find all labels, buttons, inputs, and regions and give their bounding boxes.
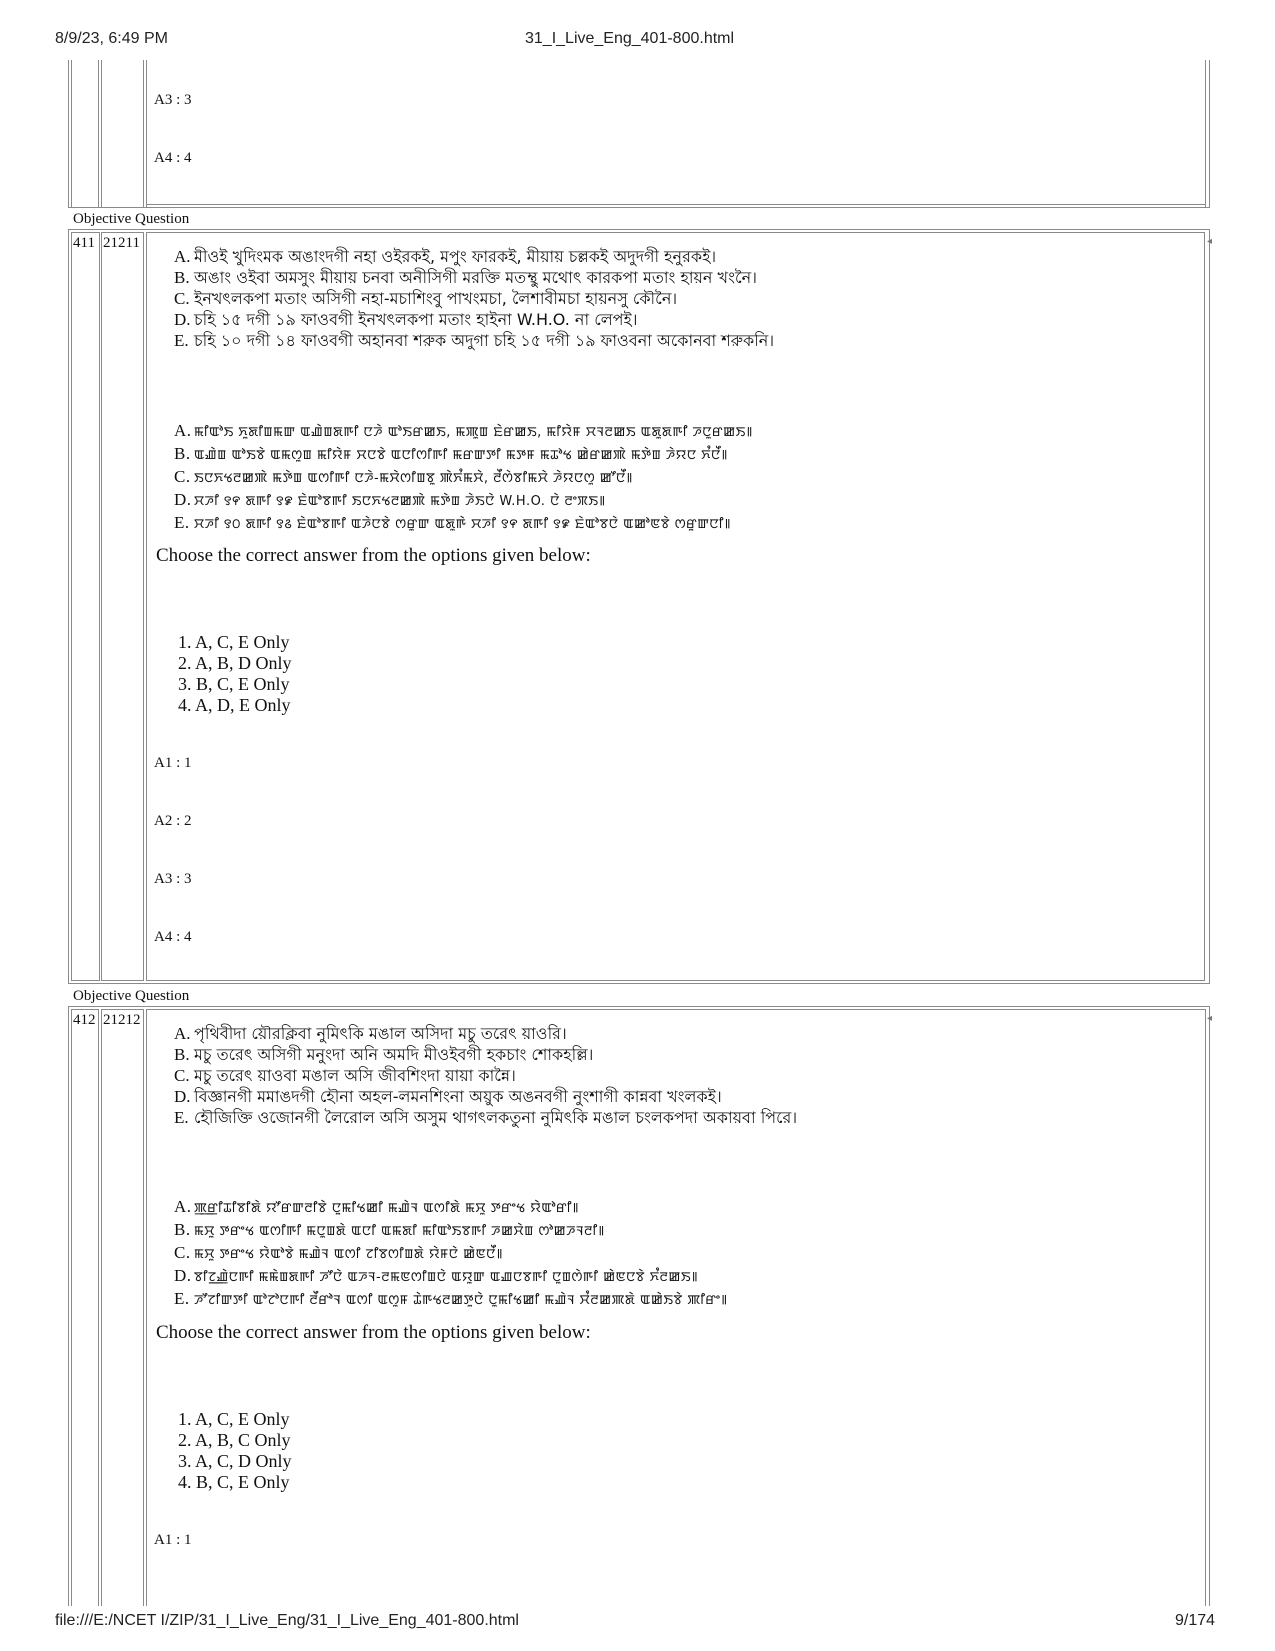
statement: A. পৃথিবীদা য়ৌরক্লিবা নুমিৎকি মঙাল অসিদা মচু তরেৎ য়াওরি। [174, 1024, 567, 1043]
answer-option: A1 : 1 [154, 1532, 192, 1548]
page-number: 9/174 [1175, 1612, 1216, 1629]
statement: D. ꯕꯤꯖ꯭ꯉꯥꯅꯒꯤ ꯃꯃꯥꯡꯗꯒꯤ ꯍꯧꯅꯥ ꯑꯍꯜ-ꯂꯃꯟꯁꯤꯡꯅꯥ ꯑꯌꯨꯛ ꯑꯉꯅꯕꯒꯤ ꯅꯨꯡꯁꯥꯒꯤ ꯀꯥꯟꯅꯕꯥ ꯈꯪꯂꯀꯏ꯫ [174, 1266, 699, 1285]
statement: D. বিজ্ঞানগী মমাঙদগী হৌনা অহল-লমনশিংনা অয়ুক অঙনবগী নুংশাগী কান্নবা খংলকই। [174, 1087, 722, 1106]
answer-option: A3 : 3 [154, 92, 192, 108]
option-item: 2. A, B, C Only [178, 1430, 291, 1450]
statements-bengali [174, 246, 774, 351]
statement: B. মচু তরেৎ অসিগী মনুংদা অনি অমদি মীওইবগী হকচাং শোকহল্লি। [174, 1045, 594, 1064]
statement: B. ꯃꯆꯨ ꯇꯔꯦꯠ ꯑꯁꯤꯒꯤ ꯃꯅꯨꯡꯗꯥ ꯑꯅꯤ ꯑꯃꯗꯤ ꯃꯤꯑꯣꯏꯕꯒꯤ ꯍꯀꯆꯥꯡ ꯁꯣꯀꯍꯜꯂꯤ꯫ [174, 1220, 605, 1239]
option-item: 1. A, C, E Only [178, 1409, 290, 1429]
option-item: 4. B, C, E Only [178, 1472, 290, 1492]
statement: A. ꯄ꯭ꯔꯤꯊꯤꯕꯤꯗꯥ ꯌꯧꯔꯛꯂꯤꯕꯥ ꯅꯨꯃꯤꯠꯀꯤ ꯃꯉꯥꯜ ꯑꯁꯤꯗꯥ ꯃꯆꯨ ꯇꯔꯦꯠ ꯌꯥꯑꯣꯔꯤ꯫ [174, 1197, 579, 1216]
answer-option: A1 : 1 [154, 755, 192, 771]
question-id: 21211 [103, 235, 140, 251]
statement: C. মচু তরেৎ য়াওবা মঙাল অসি জীবশিংদা য়ায়া কান্নৈ। [174, 1066, 516, 1085]
answer-option: A4 : 4 [154, 929, 192, 945]
option-item: 3. B, C, E Only [178, 674, 290, 694]
statement: E. চহি ১০ দগী ১৪ ফাওবগী অহানবা শরুক অদুগা চহি ১৫ দগী ১৯ ফাওবনা অকোনবা শরুকনি। [174, 331, 775, 350]
statement: C. ইনখৎলকপা মতাং অসিগী নহা-মচাশিংবু পাখংমচা, লৈশাবীমচা হায়নসু কৌনৈ। [174, 289, 678, 308]
options-list [178, 632, 292, 716]
instruction-text: Choose the correct answer from the options given below: [156, 1322, 591, 1343]
statement: D. চহি ১৫ দগী ১৯ ফাওবগী ইনখৎলকপা মতাং হাইনা W.H.O. না লেপই। [174, 310, 638, 329]
option-item: 2. A, B, D Only [178, 653, 292, 673]
option-item: 3. A, C, D Only [178, 1451, 292, 1471]
statement: E. ꯆꯍꯤ ꯱꯰ ꯗꯒꯤ ꯱꯴ ꯐꯥꯑꯣꯕꯒꯤ ꯑꯍꯥꯅꯕꯥ ꯁꯔꯨꯛ ꯑꯗꯨꯒꯥ ꯆꯍꯤ ꯱꯵ ꯗꯒꯤ ꯱꯹ ꯐꯥꯑꯣꯕꯅꯥ ꯑꯀꯣꯟꯕꯥ ꯁꯔꯨꯛꯅꯤ꯫ [174, 513, 731, 532]
statement: C. ꯏꯅꯈꯠꯂꯀꯄꯥ ꯃꯇꯥꯡ ꯑꯁꯤꯒꯤ ꯅꯍꯥ-ꯃꯆꯥꯁꯤꯡꯕꯨ ꯄꯥꯈꯪꯃꯆꯥ, ꯂꯩꯁꯥꯕꯤꯃꯆꯥ ꯍꯥꯌꯅꯁꯨ ꯀꯧꯅꯩ꯫ [174, 467, 633, 486]
statement: A. মীওই খুদিংমক অঙাংদগী নহা ওইরকই, মপুং ফারকই, মীয়ায় চল্লকই অদুদগী হনুরকই। [174, 247, 717, 266]
statements-meetei-mayek [174, 1196, 728, 1311]
statement: B. অঙাং ওইবা অমসুং মীয়ায় চনবা অনীসিগী মরক্তি মতম্থু মথোৎ কারকপা মতাং হায়ন খংনৈ। [174, 268, 757, 287]
option-item: 1. A, C, E Only [178, 632, 290, 652]
statement: E. হৌজিক্তি ওজোনগী লৈরোল অসি অসুম থাগৎলকতুনা নুমিৎকি মঙাল চংলকপদা অকায়বা পিরে। [174, 1108, 798, 1127]
statement: E. ꯍꯧꯖꯤꯛꯇꯤ ꯑꯣꯖꯣꯅꯒꯤ ꯂꯩꯔꯣꯜ ꯑꯁꯤ ꯑꯁꯨꯝ ꯊꯥꯒꯠꯂꯀꯇꯨꯅꯥ ꯅꯨꯃꯤꯠꯀꯤ ꯃꯉꯥꯜ ꯆꯪꯂꯀꯄꯗꯥ ꯑꯀꯥꯏꯕꯥ ꯄꯤꯔꯦ꯫ [174, 1289, 728, 1308]
answer-option: A3 : 3 [154, 871, 192, 887]
question-id: 21212 [103, 1012, 141, 1028]
option-item: 4. A, D, E Only [178, 695, 291, 715]
statement: A. ꯃꯤꯑꯣꯏ ꯈꯨꯗꯤꯡꯃꯛ ꯑꯉꯥꯡꯗꯒꯤ ꯅꯍꯥ ꯑꯣꯏꯔꯀꯏ, ꯃꯄꯨꯡ ꯐꯥꯔꯀꯏ, ꯃꯤꯌꯥꯝ ꯆꯜꯂꯀꯏ ꯑꯗꯨꯗꯒꯤ ꯍꯅꯨꯔꯀꯏ꯫ [174, 421, 753, 440]
scroll-arrow-icon: ◂ [1207, 1013, 1213, 1024]
answer-option: A4 : 4 [154, 150, 192, 166]
options-list [178, 1409, 292, 1493]
scroll-arrow-icon: ◂ [1207, 236, 1213, 247]
question-serial: 412 [73, 1012, 96, 1028]
statement: D. ꯆꯍꯤ ꯱꯵ ꯗꯒꯤ ꯱꯹ ꯐꯥꯑꯣꯕꯒꯤ ꯏꯅꯈꯠꯂꯀꯄꯥ ꯃꯇꯥꯡ ꯍꯥꯏꯅꯥ W.H.O. ꯅꯥ ꯂꯦꯞꯏ꯫ [174, 490, 606, 509]
statements-bengali [174, 1023, 797, 1128]
statements-meetei-mayek [174, 420, 753, 535]
answer-option: A2 : 2 [154, 813, 192, 829]
question-type-label: Objective Question [73, 211, 190, 227]
print-datetime: 8/9/23, 6:49 PM [55, 30, 168, 47]
print-title: 31_I_Live_Eng_401-800.html [525, 30, 735, 47]
statement: B. ꯑꯉꯥꯡ ꯑꯣꯏꯕꯥ ꯑꯃꯁꯨꯡ ꯃꯤꯌꯥꯝ ꯆꯅꯕꯥ ꯑꯅꯤꯁꯤꯒꯤ ꯃꯔꯛꯇꯤ ꯃꯇꯝ ꯃꯊꯣꯠ ꯀꯥꯔꯀꯄꯥ ꯃꯇꯥꯡ ꯍꯥꯌꯅ ꯈꯪꯅꯩ꯫ [174, 444, 728, 463]
instruction-text: Choose the correct answer from the options given below: [156, 545, 591, 566]
question-type-label: Objective Question [73, 988, 190, 1004]
statement: C. ꯃꯆꯨ ꯇꯔꯦꯠ ꯌꯥꯑꯣꯕꯥ ꯃꯉꯥꯜ ꯑꯁꯤ ꯖꯤꯕꯁꯤꯡꯗꯥ ꯌꯥꯝꯅꯥ ꯀꯥꯟꯅꯩ꯫ [174, 1243, 503, 1262]
print-file-path: file:///E:/NCET I/ZIP/31_I_Live_Eng/31_I_Live_Eng_401-800.html [55, 1612, 519, 1629]
question-serial: 411 [73, 235, 95, 251]
